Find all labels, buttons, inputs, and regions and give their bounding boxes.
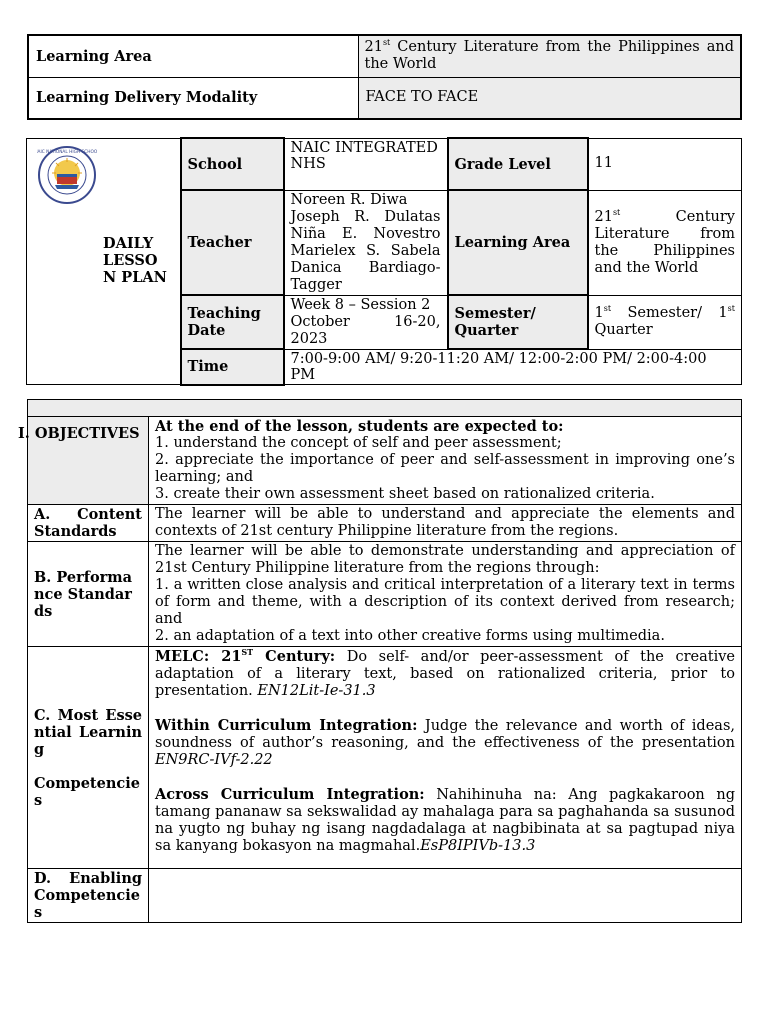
dlp-title: DAILY LESSO N PLAN bbox=[103, 234, 167, 286]
grade-level-value: 11 bbox=[588, 138, 742, 190]
learning-area-value: 21st Century Literature from the Philippines and the World bbox=[358, 35, 741, 77]
teaching-date-value: Week 8 – Session 2 October 16-20, 2023 bbox=[284, 295, 448, 349]
enabling-competencies-label: D. Enabling Competencies bbox=[28, 869, 149, 923]
performance-standards-label: B. Performance Standards bbox=[28, 542, 149, 647]
objective-item: 2. appreciate the importance of peer and self-assessment in improving one’s learning; and bbox=[155, 452, 735, 485]
enabling-competencies-text bbox=[149, 869, 742, 923]
teacher-label: Teacher bbox=[181, 190, 284, 295]
content-standards-text: The learner will be able to understand and appreciate the elements and contexts of 21st century Philippine literature from the regions. bbox=[149, 505, 742, 542]
school-value: NAIC INTEGRATED NHS bbox=[284, 138, 448, 190]
teaching-date-label: Teaching Date bbox=[181, 295, 284, 349]
objective-item: 3. create their own assessment sheet based on rationalized criteria. bbox=[155, 486, 655, 502]
info-table bbox=[26, 137, 742, 386]
grade-level-label: Grade Level bbox=[448, 138, 588, 190]
across-curriculum-paragraph: Across Curriculum Integration: Nahihinuha na: Ang pagkakaroon ng tamang pananaw sa sekswalidad ay mahalaga para sa paghahanda sa susunod na yugto ng buhay ng isang nagdadalaga at nagbibinata at sa pagtupad niya sa kanyang bokasyon na magmahal.EsP8IPIVb-13.3 bbox=[155, 786, 736, 854]
objective-item: 1. understand the concept of self and peer assessment; bbox=[155, 435, 562, 451]
teacher-value: Noreen R. Diwa Joseph R. Dulatas Niña E. Novestro Marielex S. Sabela Danica Bardiago-Tagger bbox=[284, 190, 448, 295]
objectives-intro: At the end of the lesson, students are expected to: bbox=[155, 418, 564, 435]
learning-area-label-2: Learning Area bbox=[448, 190, 588, 295]
lesson-table bbox=[18, 399, 742, 923]
learning-area-label: Learning Area bbox=[28, 35, 358, 77]
dlp-title-cell bbox=[27, 138, 181, 385]
lesson-header-bar bbox=[28, 400, 742, 417]
time-label: Time bbox=[181, 349, 284, 385]
learning-area-value-2: 21st Century Literature from the Philippines and the World bbox=[588, 190, 742, 295]
melc-paragraph: MELC: 21ST Century: Do self- and/or peer-assessment of the creative adaptation of a literary text, based on rationalized criteria, prior to presentation. EN12Lit-Ie-31.3 bbox=[155, 647, 735, 699]
objectives-cell bbox=[149, 417, 742, 505]
objectives-label: I. OBJECTIVES bbox=[28, 417, 149, 505]
header-table bbox=[27, 34, 742, 120]
modality-label: Learning Delivery Modality bbox=[28, 77, 358, 119]
semester-value: 1st Semester/ 1st Quarter bbox=[588, 295, 742, 349]
school-seal-icon bbox=[37, 145, 97, 205]
content-standards-label: A. Content Standards bbox=[28, 505, 149, 542]
time-value: 7:00-9:00 AM/ 9:20-11:20 AM/ 12:00-2:00 PM/ 2:00-4:00 PM bbox=[284, 349, 742, 385]
within-curriculum-paragraph: Within Curriculum Integration: Judge the relevance and worth of ideas, soundness of author’s reasoning, and the effectiveness of the presentation EN9RC-IVf-2.22 bbox=[155, 717, 735, 768]
performance-standards-cell: The learner will be able to demonstrate understanding and appreciation of 21st Century Philippine literature from the regions through: 1. a written close analysis and critical interpretation of a literary text in terms of form and theme, with a description of its context derived from research; and 2. an adaptation of a text into other creative forms using multimedia. bbox=[149, 542, 742, 647]
modality-value: FACE TO FACE bbox=[358, 77, 741, 119]
melc-cell bbox=[149, 647, 742, 869]
semester-label: Semester/ Quarter bbox=[448, 295, 588, 349]
school-label: School bbox=[181, 138, 284, 190]
svg-text:NAIC NATIONAL HIGH SCHOOL: NAIC NATIONAL HIGH SCHOOL bbox=[37, 149, 97, 155]
melc-label: C. Most Essential Learning Competencies bbox=[28, 647, 149, 869]
